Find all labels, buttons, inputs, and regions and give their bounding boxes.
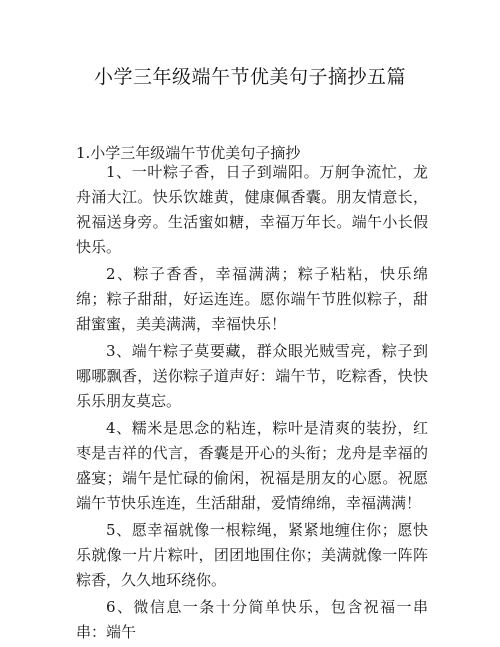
document-title: 小学三年级端午节优美句子摘抄五篇 [93,66,406,88]
paragraph-2: 2、粽子香香，幸福满满；粽子粘粘，快乐绵绵；粽子甜甜，好运连连。愿你端午节胜似粽子，甜甜蜜蜜，美美满满，幸福快乐！ [76,265,428,333]
paragraph-4: 4、糯米是思念的粘连，粽叶是清爽的装扮，红枣是吉祥的代言，香囊是开心的头衔；龙舟是幸福的盛宴；端午是忙碌的偷闲，祝福是朋友的心愿。祝愿端午节快乐连连，生活甜甜，爱情绵绵，幸福满满！ [76,419,428,512]
paragraph-3: 3、端午粽子莫要藏，群众眼光贼雪亮，粽子到哪哪飘香，送你粽子道声好：端午节，吃粽香，快快乐乐朋友莫忘。 [76,342,428,410]
section-heading: 1.小学三年级端午节优美句子摘抄 [76,144,301,162]
paragraph-6: 6、微信息一条十分简单快乐，包含祝福一串串：端午 [76,598,428,641]
paragraph-1: 1、一叶粽子香，日子到端阳。万舸争流忙，龙舟涌大江。快乐饮雄黄，健康佩香囊。朋友情意长，祝福送身旁。生活蜜如糖，幸福万年长。端午小长假快乐。 [76,163,428,256]
article-body [76,160,428,647]
paragraph-5: 5、愿幸福就像一根粽绳，紧紧地缠住你；愿快乐就像一片片粽叶，团团地围住你；美满就像一阵阵粽香，久久地环绕你。 [76,521,428,589]
